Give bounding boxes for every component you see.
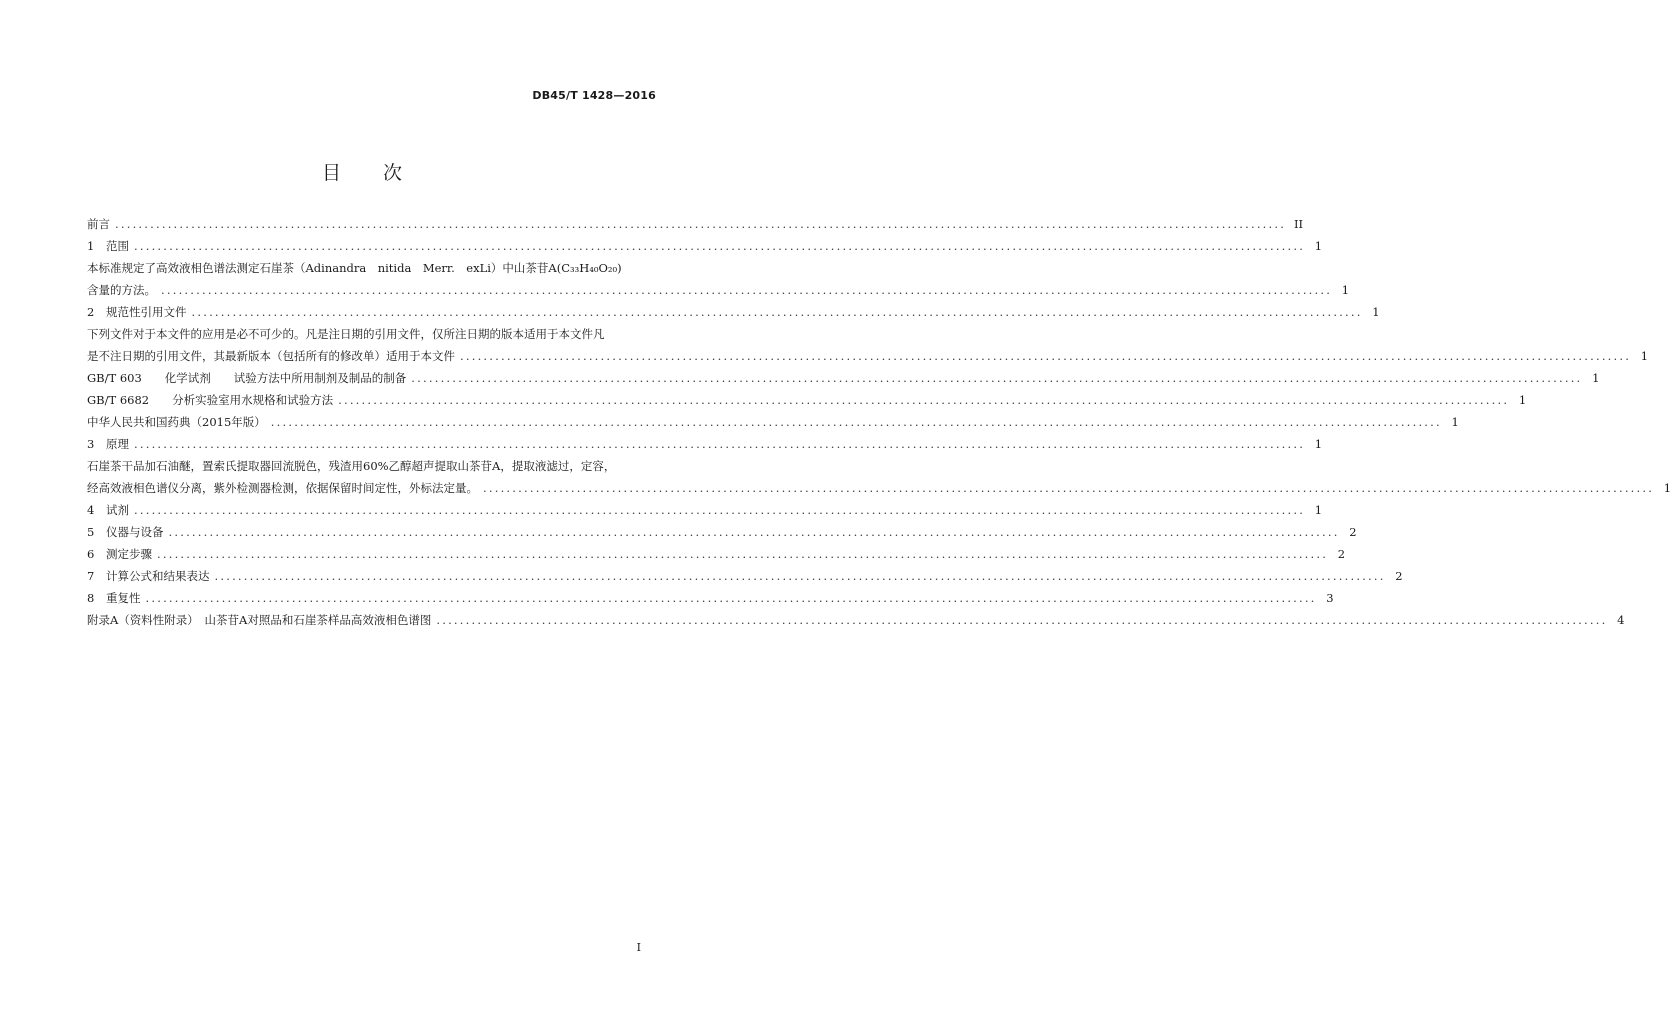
toc-entry[interactable] bbox=[87, 367, 1600, 389]
toc-entry-text: 原理 bbox=[106, 437, 129, 451]
toc-page-number: II bbox=[1294, 217, 1304, 231]
toc-entry-line bbox=[87, 235, 1323, 257]
toc-entry[interactable] bbox=[87, 609, 1625, 631]
toc-entry-number: 7 bbox=[87, 569, 95, 583]
toc-entry-text: 试剂 bbox=[106, 503, 129, 517]
toc-entry[interactable] bbox=[87, 543, 1346, 565]
toc-leader-dots: ........................................................................................................................................................................................................ bbox=[145, 591, 1317, 605]
toc-leader-dots: ........................................................................................................................................................................................................ bbox=[270, 415, 1442, 429]
toc-entry-number: 2 bbox=[87, 305, 95, 319]
toc-entry-number: 4 bbox=[87, 503, 95, 517]
toc-page-number: 1 bbox=[1592, 371, 1600, 385]
toc-entry-line bbox=[87, 477, 1671, 499]
toc-entry-text: 含量的方法。 bbox=[87, 283, 156, 297]
toc-entry-line bbox=[87, 609, 1625, 631]
toc-entry-number: 6 bbox=[87, 547, 95, 561]
toc-entry-text: 中华人民共和国药典（2015年版） bbox=[87, 415, 266, 429]
toc-page-number: 3 bbox=[1326, 591, 1334, 605]
toc-leader-dots: ........................................................................................................................................................................................................ bbox=[134, 239, 1306, 253]
toc-entry[interactable] bbox=[87, 301, 1380, 323]
toc-entry-line bbox=[87, 543, 1346, 565]
toc-entry-text: 重复性 bbox=[106, 591, 141, 605]
toc-leader-dots: ........................................................................................................................................................................................................ bbox=[436, 613, 1608, 627]
toc-leader-dots: ........................................................................................................................................................................................................ bbox=[214, 569, 1386, 583]
toc-entry[interactable] bbox=[87, 455, 1671, 499]
toc-entry[interactable] bbox=[87, 213, 1304, 235]
toc-entry-text: GB/T 603 化学试剂 试验方法中所用制剂及制品的制备 bbox=[87, 371, 407, 385]
toc-entry-line bbox=[87, 323, 653, 345]
toc-entry[interactable] bbox=[87, 499, 1323, 521]
toc-page-number: 1 bbox=[1663, 481, 1671, 495]
toc-leader-dots: ........................................................................................................................................................................................................ bbox=[157, 547, 1329, 561]
toc-entry-text: 本标准规定了高效液相色谱法测定石崖茶（Adinandra nitida Merr. exLi）中山茶苷A(C₃₃H₄₀O₂₀) bbox=[87, 261, 622, 275]
toc-entry-text: 仪器与设备 bbox=[106, 525, 164, 539]
toc-entry[interactable] bbox=[87, 433, 1323, 455]
toc-page-number: 1 bbox=[1314, 503, 1323, 517]
toc-leader-dots: ........................................................................................................................................................................................................ bbox=[338, 393, 1510, 407]
toc-entry-line bbox=[87, 411, 1459, 433]
toc-entry-line bbox=[87, 345, 1649, 367]
toc-page-number: 1 bbox=[1451, 415, 1459, 429]
toc-entry-text: 前言 bbox=[87, 217, 110, 231]
document-code: DB45/T 1428—2016 bbox=[532, 89, 656, 102]
toc-leader-dots: ........................................................................................................................................................................................................ bbox=[134, 437, 1306, 451]
toc-leader-dots: ........................................................................................................................................................................................................ bbox=[411, 371, 1583, 385]
toc-page-number: 1 bbox=[1314, 437, 1323, 451]
toc-leader-dots: ........................................................................................................................................................................................................ bbox=[168, 525, 1340, 539]
toc-leader-dots: ........................................................................................................................................................................................................ bbox=[161, 283, 1333, 297]
table-of-contents bbox=[87, 213, 1671, 631]
toc-page-number: 4 bbox=[1617, 613, 1625, 627]
toc-leader-dots: ........................................................................................................................................................................................................ bbox=[115, 217, 1287, 231]
toc-entry[interactable] bbox=[87, 565, 1403, 587]
toc-page-number: 1 bbox=[1640, 349, 1649, 363]
toc-entry-line bbox=[87, 455, 653, 477]
toc-entry-text: GB/T 6682 分析实验室用水规格和试验方法 bbox=[87, 393, 334, 407]
toc-entry-number: 5 bbox=[87, 525, 95, 539]
toc-page-number: 2 bbox=[1395, 569, 1403, 583]
toc-entry-text: 是不注日期的引用文件，其最新版本（包括所有的修改单）适用于本文件 bbox=[87, 349, 455, 363]
toc-entry[interactable] bbox=[87, 587, 1334, 609]
toc-entry-text: 测定步骤 bbox=[106, 547, 152, 561]
toc-entry-line bbox=[87, 257, 653, 279]
toc-title: 目 次 bbox=[321, 162, 421, 184]
toc-page-number: 2 bbox=[1349, 525, 1357, 539]
toc-entry-number: 8 bbox=[87, 591, 95, 605]
toc-page-number: 2 bbox=[1337, 547, 1346, 561]
toc-entry-line bbox=[87, 587, 1334, 609]
toc-entry-line bbox=[87, 301, 1380, 323]
toc-leader-dots: ........................................................................................................................................................................................................ bbox=[460, 349, 1632, 363]
toc-entry-number: 1 bbox=[87, 239, 95, 253]
toc-entry-line bbox=[87, 213, 1304, 235]
toc-entry-line bbox=[87, 521, 1357, 543]
toc-entry-line bbox=[87, 565, 1403, 587]
toc-entry-text: 范围 bbox=[106, 239, 129, 253]
toc-entry[interactable] bbox=[87, 257, 1350, 301]
toc-entry-text: 计算公式和结果表达 bbox=[106, 569, 210, 583]
toc-page-number: 1 bbox=[1314, 239, 1323, 253]
toc-entry-text: 下列文件对于本文件的应用是必不可少的。凡是注日期的引用文件，仅所注日期的版本适用于本文件凡 bbox=[87, 327, 605, 341]
toc-entry-line bbox=[87, 499, 1323, 521]
toc-page-number: 1 bbox=[1341, 283, 1350, 297]
page-number: I bbox=[636, 941, 641, 954]
toc-page-number: 1 bbox=[1372, 305, 1380, 319]
toc-entry[interactable] bbox=[87, 323, 1649, 367]
toc-entry[interactable] bbox=[87, 411, 1459, 433]
toc-entry-line bbox=[87, 433, 1323, 455]
toc-entry[interactable] bbox=[87, 389, 1527, 411]
toc-leader-dots: ........................................................................................................................................................................................................ bbox=[191, 305, 1363, 319]
toc-entry-line bbox=[87, 389, 1527, 411]
toc-entry-text: 经高效液相色谱仪分离，紫外检测器检测，依据保留时间定性，外标法定量。 bbox=[87, 481, 478, 495]
toc-entry-text: 规范性引用文件 bbox=[106, 305, 187, 319]
toc-page-number: 1 bbox=[1518, 393, 1527, 407]
toc-entry-text: 石崖茶干品加石油醚，置索氏提取器回流脱色，残渣用60%乙醇超声提取山茶苷A，提取液滤过，定容， bbox=[87, 459, 616, 473]
toc-leader-dots: ........................................................................................................................................................................................................ bbox=[483, 481, 1655, 495]
toc-entry-line bbox=[87, 367, 1600, 389]
toc-entry-number: 3 bbox=[87, 437, 95, 451]
toc-entry[interactable] bbox=[87, 521, 1357, 543]
toc-entry-line bbox=[87, 279, 1350, 301]
toc-entry-text: 附录A（资料性附录） 山茶苷A对照品和石崖茶样品高效液相色谱图 bbox=[87, 613, 432, 627]
toc-entry[interactable] bbox=[87, 235, 1323, 257]
toc-leader-dots: ........................................................................................................................................................................................................ bbox=[134, 503, 1306, 517]
